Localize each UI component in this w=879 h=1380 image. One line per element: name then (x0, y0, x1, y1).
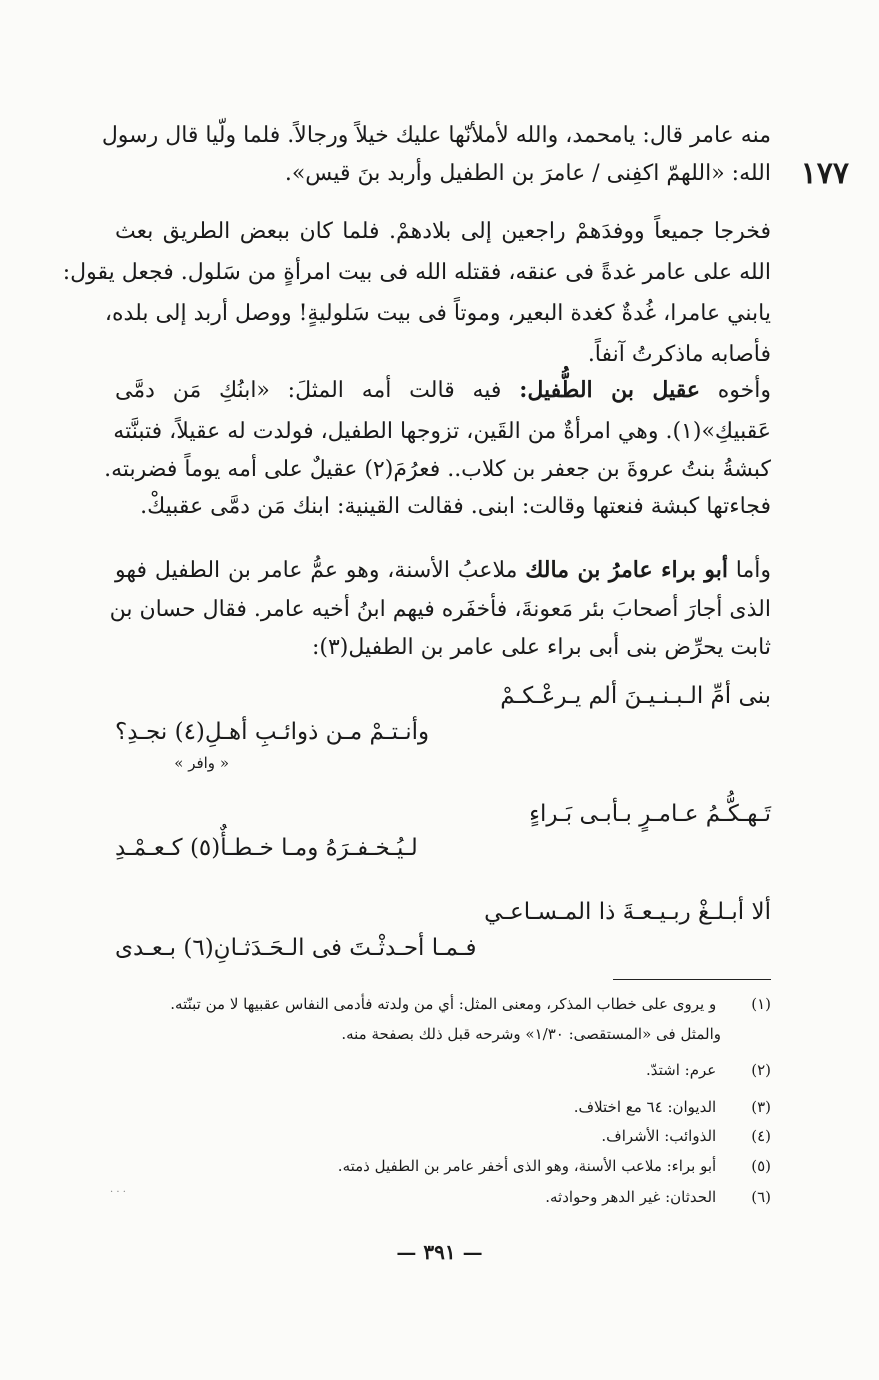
footnote-3-text: الديوان: ٦٤ مع اختلاف. (573, 1098, 717, 1116)
poetic-meter: « وافر » (174, 754, 229, 772)
footnote-5 (91, 1152, 771, 1180)
footnote-2 (91, 1056, 771, 1084)
poem-verse-1-first: بنى أمِّ الـبـنـيـنَ ألم يـرعْـكـمْ (500, 683, 771, 709)
paragraph-4-line-1-bold-heading: أبو براء عامرُ بن مالك (525, 557, 728, 583)
footnote-1-number: (١) (751, 995, 771, 1013)
page-number: — ٣٩١ — (396, 1240, 483, 1264)
paragraph-2-line-1: فخرجا جميعاً ووفدَهمْ راجعين إلى بلادهمْ. فلما كان ببعض الطريق بعث (115, 219, 771, 244)
footnote-4-text: الذوائب: الأشراف. (601, 1127, 717, 1145)
footnote-5-text: أبو براء: ملاعب الأسنة، وهو الذى أخفر عامر بن الطفيل ذمته. (337, 1157, 717, 1175)
paragraph-2-line-4: فأصابه ماذكرتُ آنفاً. (587, 342, 771, 367)
paragraph-2-line-2: الله على عامر غدةً فى عنقه، فقتله الله فى بيت امرأةٍ من سَلول. فجعل يقول: (62, 260, 771, 285)
paragraph-3-line-4: فجاءتها كبشة فنعتها وقالت: ابنى. فقالت القينية: ابنك مَن دمَّى عقبيكْ. (140, 494, 771, 519)
footnote-1-text: و يروى على خطاب المذكر، ومعنى المثل: أي من ولدته فأدمى النفاس عقبيها لا من تبنّته. (170, 995, 717, 1013)
paragraph-1-line-1: منه عامر قال: يامحمد، والله لأملأنّها عليك خيلاً ورجالاً. فلما ولّيا قال رسول (101, 123, 771, 148)
footnote-2-number: (٢) (751, 1061, 771, 1079)
footnote-4-number: (٤) (751, 1127, 771, 1145)
footnote-6-number: (٦) (751, 1188, 771, 1206)
poem-verse-3-second: فـمـا أحـدثْـتَ فى الـحَـدَثـانِ(٦) بـعـدى (115, 935, 477, 961)
poem-verse-3-first: ألا أبـلـغْ ربـيـعـةَ ذا المـسـاعـي (484, 899, 771, 925)
footnote-1-continuation: والمثل فى «المستقصى: ١/٣٠» وشرحه قبل ذلك بصفحة منه. (341, 1025, 721, 1043)
paragraph-3-line-2: عَقبيكِ»(١). وهي امرأةٌ من القَين، تزوجها الطفيل، فولدت له عقيلاً، فتبنَّته (113, 419, 771, 444)
paragraph-4-line-3: ثابت يحرِّض بنى أبى براء على عامر بن الطفيل(٣): (311, 635, 771, 660)
marginal-number: ١٧٧ (800, 156, 849, 191)
paragraph-1-line-2: الله: «اللهمّ اكفِنى / عامرَ بن الطفيل وأربد بنَ قيس». (284, 161, 771, 186)
paragraph-3-line-1-bold-heading: عقيل بن الطُّفيل: (519, 377, 700, 403)
footnote-6-text: الحدثان: غير الدهر وحوادثه. (545, 1188, 717, 1206)
paragraph-2-line-3: يابني عامرا، غُدةٌ كغدة البعير، وموتاً فى بيت سَلوليةٍ! ووصل أربد إلى بلده، (104, 301, 771, 326)
footnote-3-number: (٣) (751, 1098, 771, 1116)
paragraph-4-line-1: وأما أبو براء عامرُ بن مالك ملاعبُ الأسنة، وهو عمُّ عامر بن الطفيل فهو (115, 557, 771, 583)
paragraph-3-line-1: وأخوه عقيل بن الطُّفيل: فيه قالت أمه المثلَ: «ابنُكِ مَن دمَّى (115, 377, 771, 403)
paragraph-4-line-2: الذى أجارَ أصحابَ بئر مَعونةَ، فأخفَره فيهم ابنُ أخيه عامر. فقال حسان بن (109, 597, 771, 622)
poem-verse-2-second: لـيُـخـفـرَهُ ومـا خـطـأٌ(٥) كـعـمْـدِ (115, 835, 418, 861)
paragraph-3-line-3: كبشةُ بنتُ عروةَ بن جعفر بن كلاب.. فعرُمَ(٢) عقيلٌ على أمه يوماً فضربته. (104, 457, 771, 482)
footnote-1 (91, 990, 771, 1018)
footnote-5-number: (٥) (751, 1157, 771, 1175)
poem-verse-1-second: وأنـتـمْ مـن ذوائـبِ أهـلِ(٤) نجـدِ؟ (115, 719, 430, 745)
footnote-divider (613, 979, 771, 980)
footnote-4 (91, 1122, 771, 1150)
poem-verse-2-first: تَـهـكُّـمُ عـامـرٍ بـأبـى بَـراءٍ (529, 801, 771, 827)
print-speck: · · · (110, 1187, 126, 1198)
footnote-3 (91, 1093, 771, 1121)
footnote-6 (91, 1183, 771, 1211)
footnote-2-text: عرم: اشتدّ. (645, 1061, 717, 1079)
